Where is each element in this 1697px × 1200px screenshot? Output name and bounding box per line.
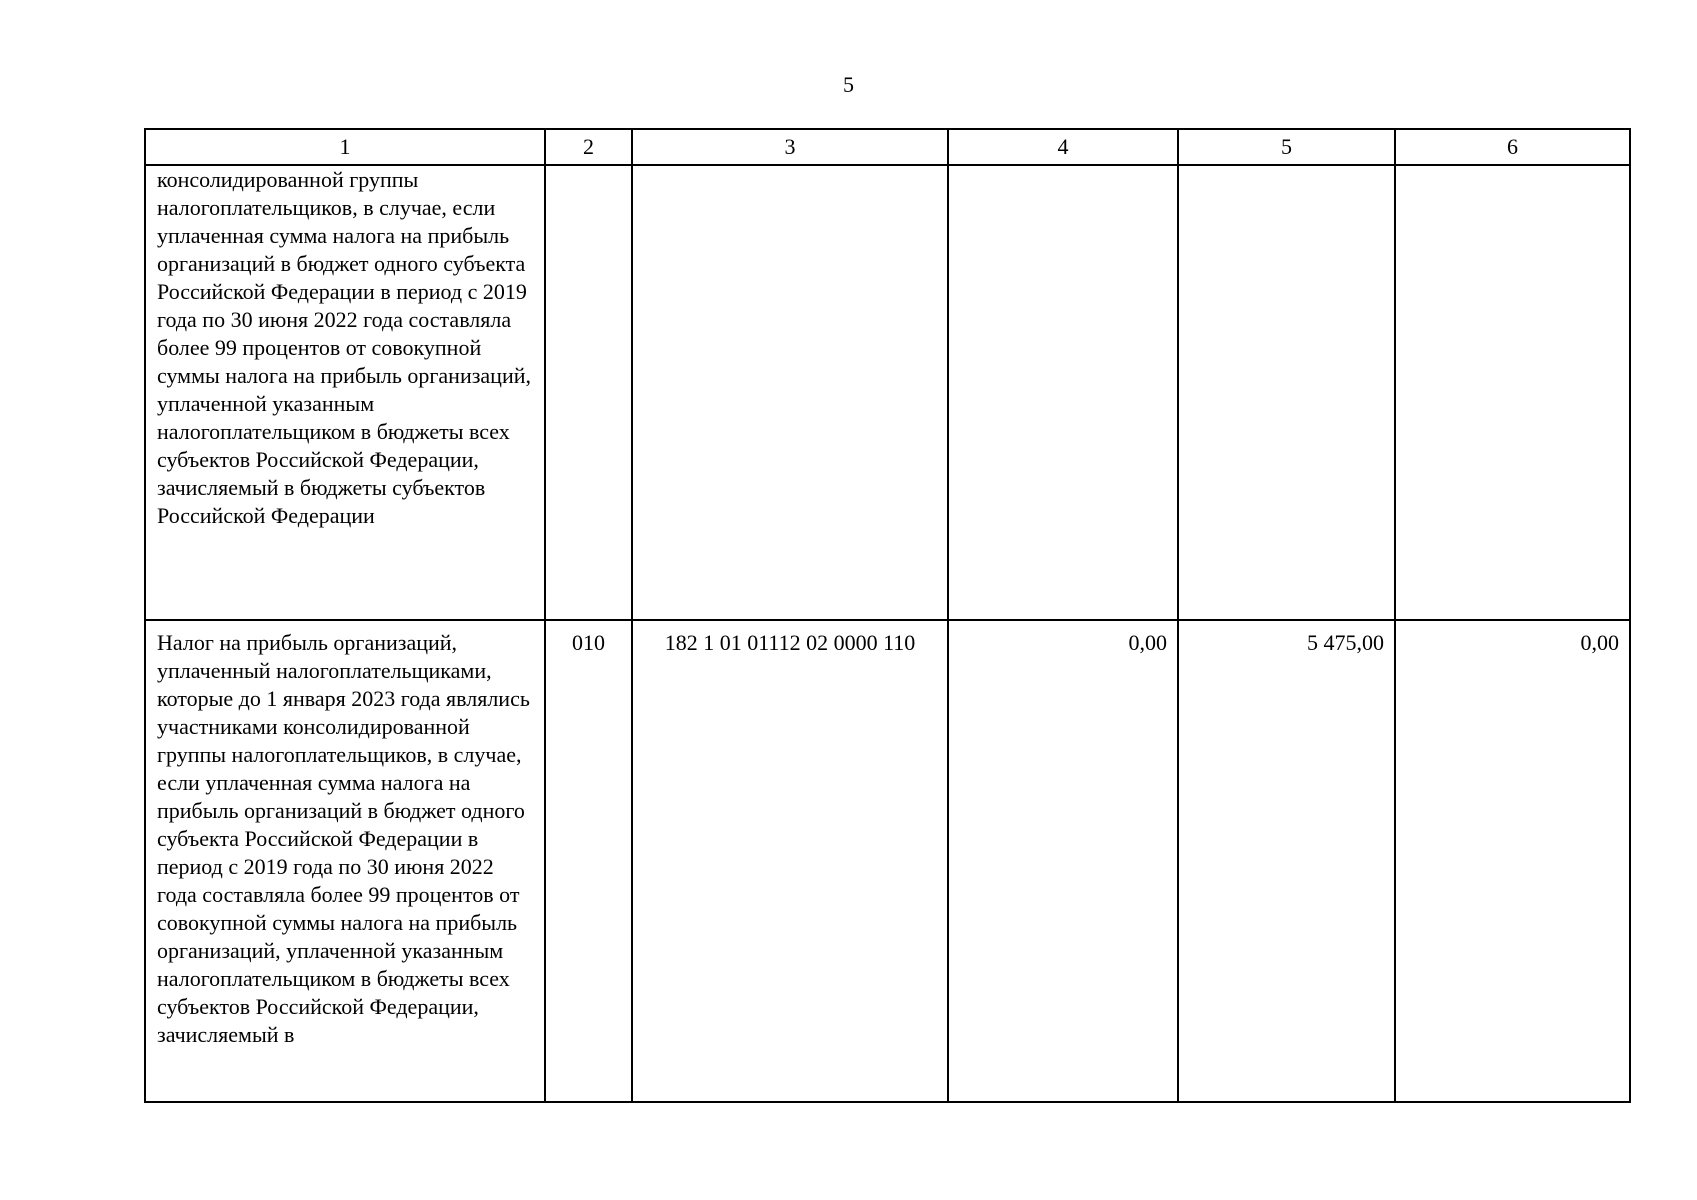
report-table	[144, 128, 1631, 1103]
table-row	[145, 165, 1630, 620]
row-kbk	[632, 165, 948, 620]
row-col5-value: 5 475,00	[1178, 620, 1395, 1102]
row-col4-value	[948, 165, 1178, 620]
row-description-text: Налог на прибыль организаций, уплаченный налогоплательщиками, которые до 1 января 2023 года являлись участниками консолидированной группы налогоплательщиков, в случае, если уплаченная сумма налога на прибыль организаций в бюджет одного субъекта Российской Федерации в период с 2019 года по 30 июня 2022 года составляла более 99 процентов от совокупной суммы налога на прибыль организаций, уплаченной указанным налогоплательщиком в бюджеты всех субъектов Российской Федерации, зачисляемый в	[157, 630, 530, 1047]
header-col-3: 3	[632, 129, 948, 165]
header-col-2: 2	[545, 129, 632, 165]
header-col-1: 1	[145, 129, 545, 165]
row-col6-value	[1395, 165, 1630, 620]
header-col-6: 6	[1395, 129, 1630, 165]
header-col-5: 5	[1178, 129, 1395, 165]
row-col6-value: 0,00	[1395, 620, 1630, 1102]
row-col4-value: 0,00	[948, 620, 1178, 1102]
row-col5-value	[1178, 165, 1395, 620]
row-line-code	[545, 165, 632, 620]
table-row	[145, 620, 1630, 1102]
page-number: 5	[843, 72, 854, 97]
row-kbk: 182 1 01 01112 02 0000 110	[632, 620, 948, 1102]
row-description-text: консолидированной группы налогоплательщиков, в случае, если уплаченная сумма налога на прибыль организаций в бюджет одного субъекта Российской Федерации в период с 2019 года по 30 июня 2022 года составляла более 99 процентов от совокупной суммы налога на прибыль организаций, уплаченной указанным налогоплательщиком в бюджеты всех субъектов Российской Федерации, зачисляемый в бюджеты субъектов Российской Федерации	[157, 167, 531, 528]
row-line-code: 010	[545, 620, 632, 1102]
header-row	[145, 129, 1630, 165]
header-col-4: 4	[948, 129, 1178, 165]
row-description	[145, 165, 545, 620]
row-description	[145, 620, 545, 1102]
